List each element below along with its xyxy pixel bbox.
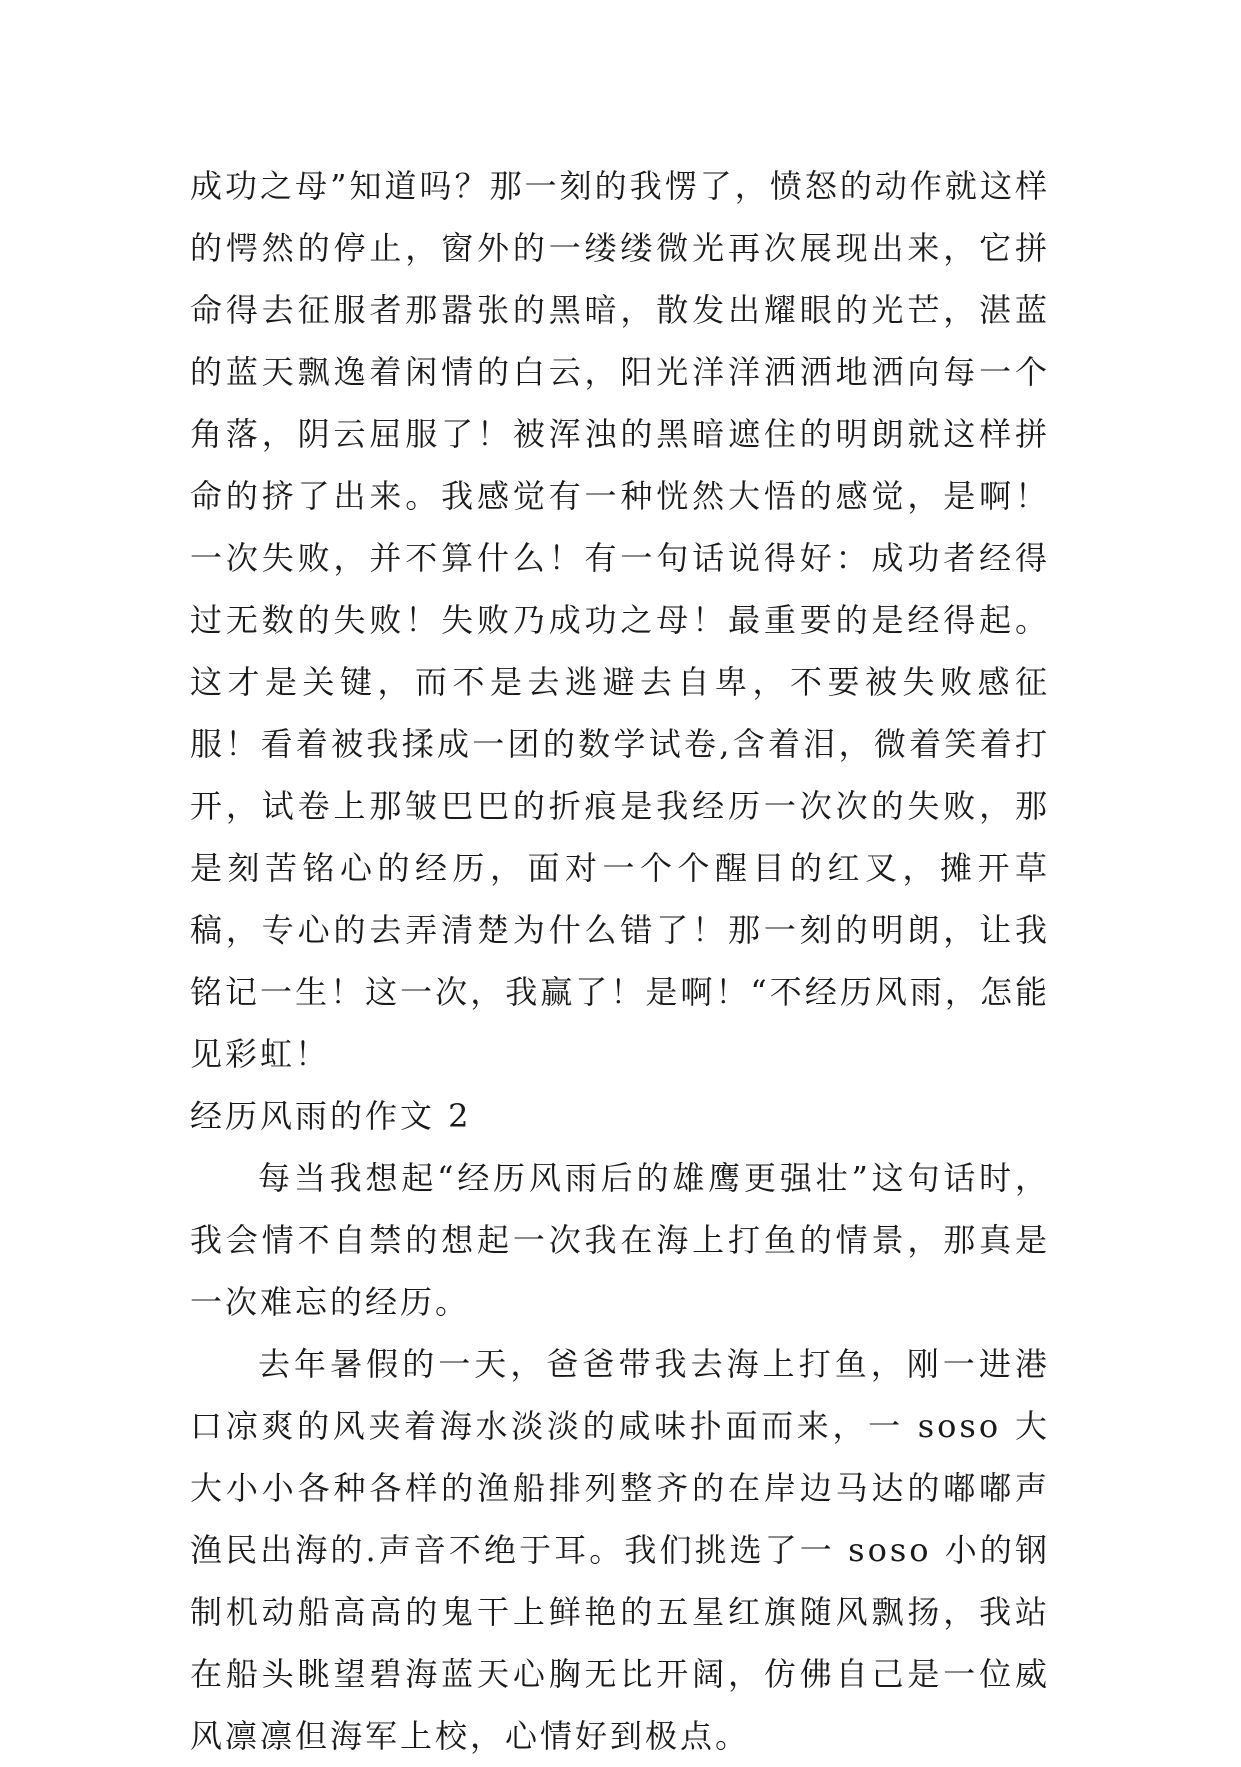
paragraph-continued: 成功之母”知道吗？那一刻的我愣了，愤怒的动作就这样的愕然的停止，窗外的一缕缕微光再次展现出来，它拼命得去征服者那嚣张的黑暗，散发出耀眼的光芒，湛蓝的蓝天飘逸着闲情的白云，阳光洋洋洒洒地洒向每一个角落，阴云屈服了！被浑浊的黑暗遮住的明朗就这样拼命的挤了出来。我感觉有一种恍然大悟的感觉，是啊！一次失败，并不算什么！有一句话说得好：成功者经得过无数的失败！失败乃成功之母！最重要的是经得起。这才是关键，而不是去逃避去自卑，不要被失败感征服！看着被我揉成一团的数学试卷,含着泪，微着笑着打开，试卷上那皱巴巴的折痕是我经历一次次的失败，那是刻苦铭心的经历，面对一个个醒目的红叉，摊开草稿，专心的去弄清楚为什么错了！那一刻的明朗，让我铭记一生！这一次，我赢了！是啊！“不经历风雨，怎能见彩虹！ [190, 167, 1050, 1073]
paragraph-body: 去年暑假的一天，爸爸带我去海上打鱼，刚一进港口凉爽的风夹着海水淡淡的咸味扑面而来，一 soso 大大小小各种各样的渔船排列整齐的在岸边马达的嘟嘟声渔民出海的.声音不绝于耳。我们挑选了一 soso 小的钢制机动船高高的鬼干上鲜艳的五星红旗随风飘扬，我站在船头眺望碧海蓝天心胸无比开阔，仿佛自己是一位威风凛凛但海军上校，心情好到极点。 [190, 1345, 1050, 1755]
document-page [190, 155, 1050, 1767]
paragraph-intro: 每当我想起“经历风雨后的雄鹰更强壮”这句话时，我会情不自禁的想起一次我在海上打鱼的情景，那真是一次难忘的经历。 [190, 1159, 1050, 1321]
section-title: 经历风雨的作文 2 [190, 1097, 472, 1135]
